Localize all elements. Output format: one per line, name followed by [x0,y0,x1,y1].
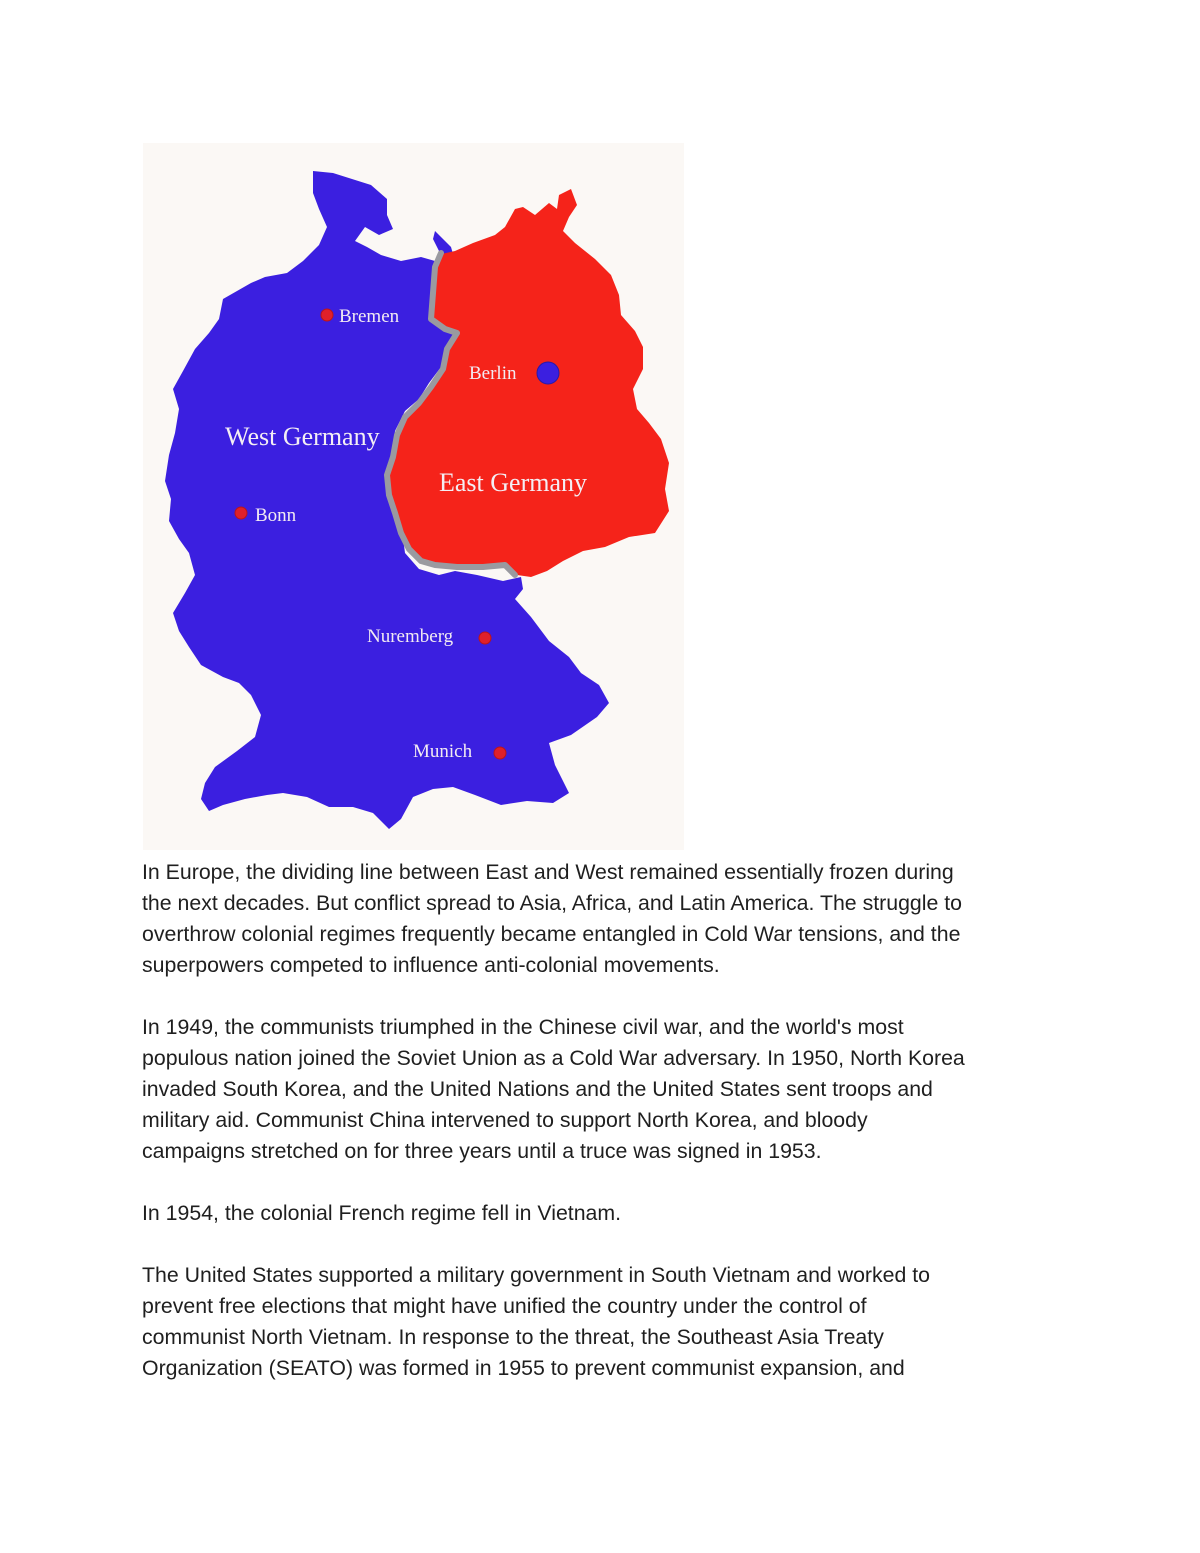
east-germany-label: East Germany [439,468,588,497]
germany-division-map [143,143,684,850]
munich-label: Munich [413,741,473,762]
berlin-label: Berlin [469,363,517,384]
munich-dot [494,747,506,759]
nuremberg-dot [479,632,491,644]
bremen-label: Bremen [339,306,400,327]
berlin-capital-dot [537,362,559,384]
bremen-dot [321,309,333,321]
nuremberg-label: Nuremberg [367,626,454,647]
bonn-dot [235,507,247,519]
west-germany-label: West Germany [225,422,380,451]
paragraph-1949: In 1949, the communists triumphed in the Chinese civil war, and the world's most populous nation joined the Soviet Union as a Cold War adversary. In 1950, North Korea invaded South Korea, and the United Nations and the United States sent troops and military aid. Communist China intervened to support North Korea, and bloody campaigns stretched on for three years until a truce was signed in 1953. [142,1015,965,1163]
bonn-label: Bonn [255,505,297,526]
article-body [142,857,1082,1415]
paragraph-europe: In Europe, the dividing line between East and West remained essentially frozen during the next decades. But conflict spread to Asia, Africa, and Latin America. The struggle to overthrow colonial regimes frequently became entangled in Cold War tensions, and the superpowers competed to influence anti-colonial movements. [142,860,963,977]
paragraph-1954: In 1954, the colonial French regime fell in Vietnam. [142,1201,622,1225]
map-svg [143,143,684,850]
east-germany-region [387,189,669,577]
paragraph-us-vietnam: The United States supported a military government in South Vietnam and worked to prevent free elections that might have unified the country under the control of communist North Vietnam. In response to the threat, the Southeast Asia Treaty Organization (SEATO) was formed in 1955 to prevent communist expansion, and [142,1263,931,1380]
